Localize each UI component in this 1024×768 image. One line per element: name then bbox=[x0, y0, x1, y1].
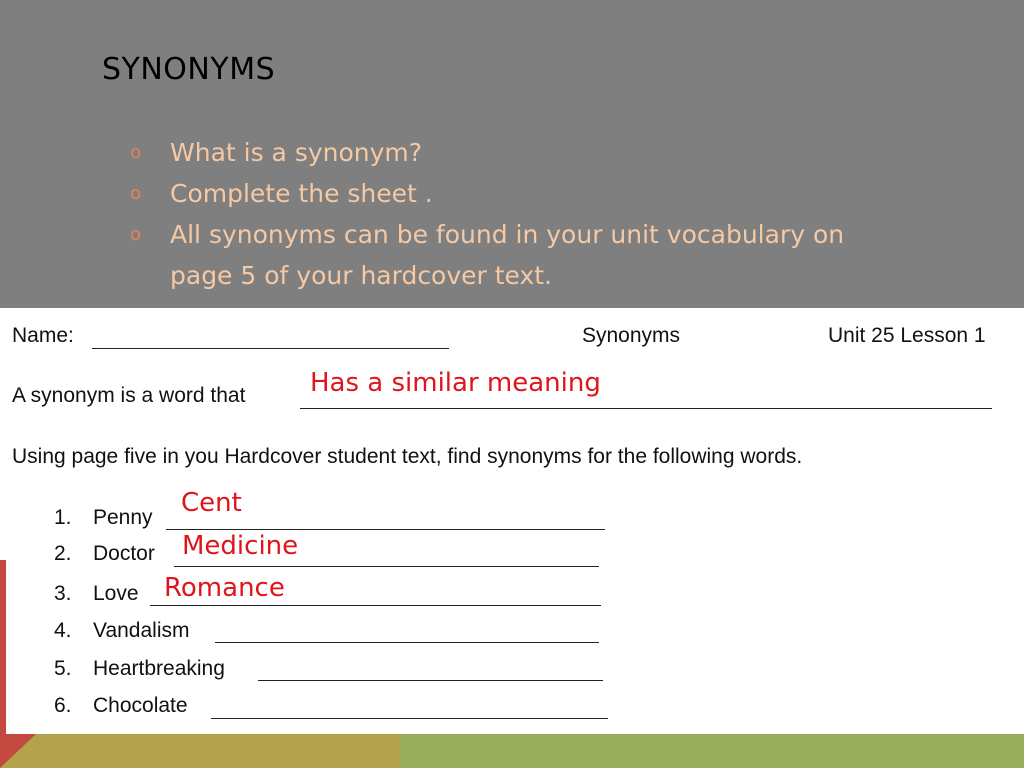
item-word: Doctor bbox=[93, 542, 155, 565]
unit-label: Unit 25 Lesson 1 bbox=[828, 324, 986, 347]
item-word: Penny bbox=[93, 506, 153, 529]
item-number: 6. bbox=[54, 694, 72, 717]
bullet-item bbox=[130, 173, 910, 214]
footer-accent bbox=[0, 734, 36, 768]
slide-title: SYNONYMS bbox=[102, 52, 276, 87]
item-number: 1. bbox=[54, 506, 72, 529]
item-underline bbox=[150, 605, 601, 606]
bullet-marker: o bbox=[130, 142, 142, 163]
item-answer: Cent bbox=[181, 488, 242, 518]
item-number: 4. bbox=[54, 619, 72, 642]
bullet-text: All synonyms can be found in your unit vocabulary on page 5 of your hardcover text. bbox=[170, 220, 845, 290]
definition-answer: Has a similar meaning bbox=[310, 368, 601, 398]
item-word: Heartbreaking bbox=[93, 657, 225, 680]
definition-prompt: A synonym is a word that bbox=[12, 384, 246, 407]
bullet-item bbox=[130, 132, 910, 173]
item-underline bbox=[174, 566, 599, 567]
bullet-item bbox=[130, 214, 910, 296]
definition-underline bbox=[300, 408, 992, 409]
instructions: Using page five in you Hardcover student text, find synonyms for the following words. bbox=[12, 445, 803, 468]
bullet-text: What is a synonym? bbox=[170, 138, 423, 167]
item-underline bbox=[166, 529, 605, 530]
name-label: Name: bbox=[12, 324, 74, 347]
item-number: 5. bbox=[54, 657, 72, 680]
bullet-marker: o bbox=[130, 224, 142, 245]
decorative-edge bbox=[0, 560, 6, 734]
item-underline bbox=[258, 680, 603, 681]
item-answer: Romance bbox=[164, 573, 285, 603]
worksheet-image bbox=[0, 308, 1024, 734]
item-answer: Medicine bbox=[182, 531, 299, 561]
item-number: 3. bbox=[54, 582, 72, 605]
item-underline bbox=[215, 642, 599, 643]
bullet-marker: o bbox=[130, 183, 142, 204]
item-number: 2. bbox=[54, 542, 72, 565]
item-word: Love bbox=[93, 582, 139, 605]
bullet-text: Complete the sheet . bbox=[170, 179, 433, 208]
item-underline bbox=[211, 718, 608, 719]
item-word: Vandalism bbox=[93, 619, 190, 642]
item-word: Chocolate bbox=[93, 694, 188, 717]
sheet-title: Synonyms bbox=[582, 324, 681, 347]
bullet-list bbox=[130, 132, 910, 296]
name-underline bbox=[92, 348, 449, 349]
footer-band-left bbox=[0, 734, 400, 768]
